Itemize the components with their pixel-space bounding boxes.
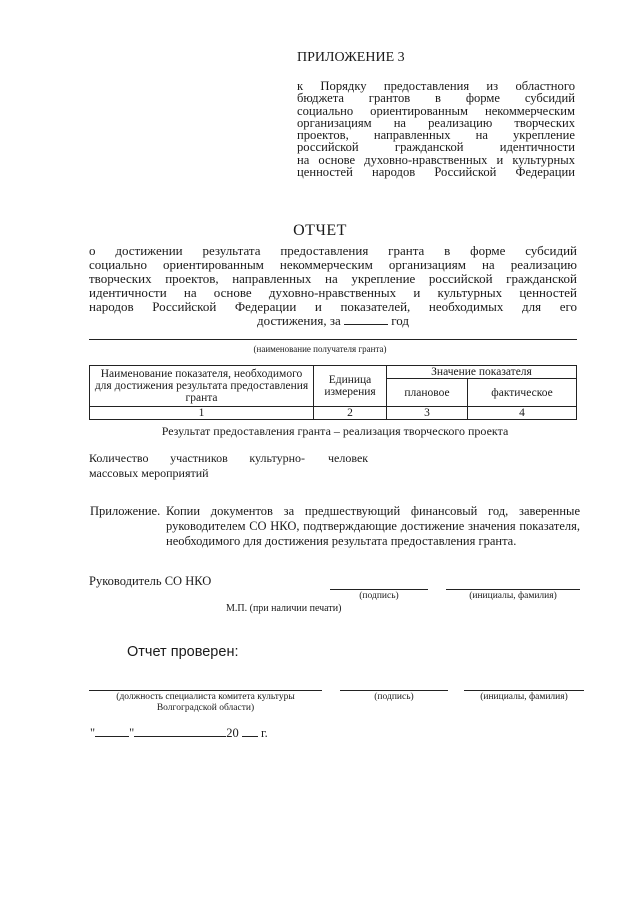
appendix-text bbox=[297, 80, 575, 178]
indicator-table bbox=[89, 365, 577, 420]
attachment-line: Копии документов за предшествующий финансовый год, заверенные bbox=[166, 504, 580, 518]
recipient-name-field[interactable] bbox=[89, 339, 577, 340]
report-heading: ОТЧЕТ bbox=[293, 222, 347, 239]
checked-title: Отчет проверен: bbox=[127, 644, 239, 660]
report-line: о достижении результата предоставления гранта в форме субсидий bbox=[89, 243, 577, 258]
year-prefix: 20 bbox=[226, 726, 239, 740]
attachment-line: необходимого для достижения результата предоставления гранта. bbox=[166, 534, 517, 548]
header-planned: плановое bbox=[387, 379, 468, 407]
position-field[interactable] bbox=[89, 690, 322, 691]
result-title: Результат предоставления гранта – реализация творческого проекта bbox=[161, 424, 509, 438]
indicator-name-line: Количество участников культурно- bbox=[89, 451, 305, 465]
checker-sign-field[interactable] bbox=[340, 690, 448, 691]
period-suffix: год bbox=[391, 313, 409, 328]
period-year-field[interactable] bbox=[344, 324, 388, 325]
quote-close: " bbox=[129, 726, 135, 740]
appendix-line: бюджета грантов в форме субсидий bbox=[297, 91, 575, 106]
recipient-caption: (наименование получателя гранта) bbox=[253, 344, 387, 354]
report-line: народов Российской Федерации и показателей, необходимых для его bbox=[89, 299, 577, 314]
report-period-line bbox=[89, 314, 577, 328]
indicator-unit: человек bbox=[328, 451, 369, 465]
checker-initials-field[interactable] bbox=[464, 690, 584, 691]
quote-open: " bbox=[90, 726, 96, 740]
report-subtitle bbox=[89, 244, 577, 328]
position-caption-line: Волгоградской области) bbox=[156, 703, 255, 713]
appendix-line: организациям на реализацию творческих bbox=[297, 115, 575, 130]
header-unit: Единица измерения bbox=[314, 366, 387, 407]
indicator-name bbox=[89, 451, 305, 481]
appendix-line: социально ориентированным некоммерческим bbox=[297, 103, 575, 118]
checker-sign-caption: (подпись) bbox=[374, 692, 414, 702]
column-number: 2 bbox=[314, 407, 387, 420]
attachment-text bbox=[166, 504, 580, 549]
report-line: социально ориентированным некоммерческим организациям на реализацию bbox=[89, 257, 577, 272]
date-line bbox=[90, 726, 268, 741]
head-sign-caption: (подпись) bbox=[359, 591, 399, 601]
day-field[interactable] bbox=[95, 736, 129, 737]
appendix-line: к Порядку предоставления из областного bbox=[297, 79, 575, 93]
attachment-label: Приложение. bbox=[90, 504, 161, 518]
appendix-title: ПРИЛОЖЕНИЕ 3 bbox=[297, 50, 405, 65]
year-suffix: г. bbox=[260, 726, 268, 740]
report-line: творческих проектов, направленных на укрепление российской гражданской bbox=[89, 271, 577, 286]
appendix-line: на основе духовно-нравственных и культурных bbox=[297, 152, 575, 167]
head-initials-field[interactable] bbox=[446, 589, 580, 590]
indicator-name-line: массовых мероприятий bbox=[89, 466, 209, 480]
report-line: идентичности на основе духовно-нравственных и культурных ценностей bbox=[89, 285, 577, 300]
header-value-group: Значение показателя bbox=[387, 366, 577, 379]
month-field[interactable] bbox=[134, 736, 226, 737]
column-number: 4 bbox=[468, 407, 577, 420]
column-number: 1 bbox=[90, 407, 314, 420]
stamp-caption: М.П. (при наличии печати) bbox=[226, 603, 342, 614]
attachment-line: руководителем СО НКО, подтверждающие достижение значения показателя, bbox=[166, 519, 580, 533]
position-caption bbox=[89, 692, 322, 714]
column-number: 3 bbox=[387, 407, 468, 420]
head-label: Руководитель СО НКО bbox=[89, 574, 212, 588]
appendix-line: проектов, направленных на укрепление bbox=[297, 128, 575, 143]
period-prefix: достижения, за bbox=[257, 313, 341, 328]
header-actual: фактическое bbox=[468, 379, 577, 407]
position-caption-line: (должность специалиста комитета культуры bbox=[116, 692, 295, 702]
appendix-line: российской гражданской идентичности bbox=[297, 140, 575, 155]
checker-initials-caption: (инициалы, фамилия) bbox=[480, 692, 568, 702]
header-indicator: Наименование показателя, необходимого для достижения результата предоставления гранта bbox=[90, 366, 314, 407]
head-initials-caption: (инициалы, фамилия) bbox=[469, 591, 557, 601]
head-sign-field[interactable] bbox=[330, 589, 428, 590]
year-field[interactable] bbox=[242, 736, 258, 737]
appendix-line: ценностей народов Российской Федерации bbox=[297, 165, 575, 180]
